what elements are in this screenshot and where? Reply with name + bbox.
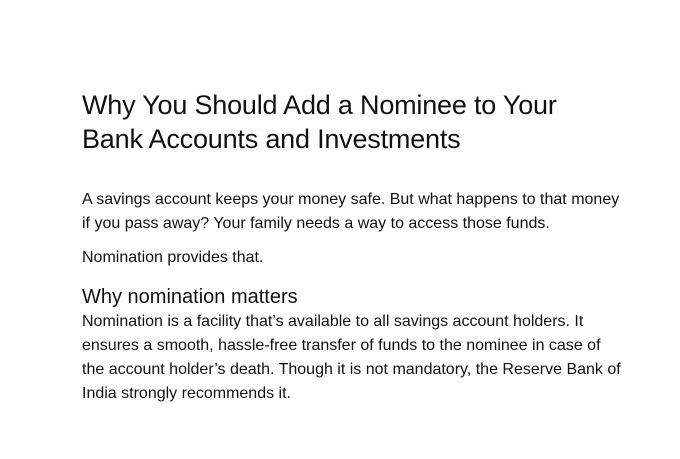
section-heading: Why nomination matters xyxy=(82,286,298,308)
intro-paragraph: A savings account keeps your money safe. But what happens to that money if you pass away? Your family needs a way to access those funds. xyxy=(82,191,620,232)
document-body xyxy=(82,88,622,406)
document-title: Why You Should Add a Nominee to Your Bank Accounts and Investments xyxy=(82,90,557,154)
nomination-statement: Nomination provides that. xyxy=(82,249,264,266)
section-body: Nomination is a facility that’s available to all savings account holders. It ensures a smooth, hassle-free transfer of funds to the nominee in case of the account holder’s death. Though it is not mandatory, the Reserve Bank of India strongly recommends it. xyxy=(82,313,621,402)
